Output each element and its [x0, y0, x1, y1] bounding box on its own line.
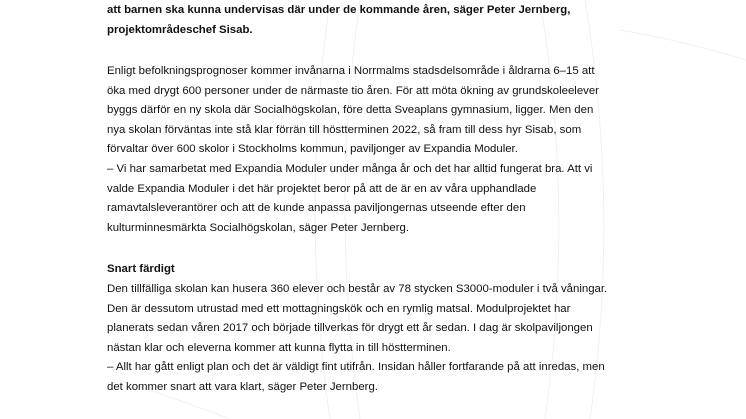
- text-line: valde Expandia Moduler i det här projektet beror på att de är en av våra upphandlade: [107, 182, 537, 195]
- text-line: nya skolan förväntas inte stå klar förrän till höstterminen 2022, så fram till dess hyr Sisab, som: [107, 123, 582, 136]
- body-paragraph-population: [107, 62, 667, 160]
- quote-paragraph-collaboration: [107, 160, 667, 238]
- text-line: Den tillfälliga skolan kan husera 360 elever och består av 78 stycken S3000-moduler i två våningar.: [107, 283, 608, 295]
- text-line: nästan klar och eleverna kommer att kunna flytta in till höstterminen.: [107, 341, 451, 354]
- section-subheading: Snart färdigt: [107, 263, 175, 275]
- text-line: – Allt har gått enligt plan och det är väldigt fint utifrån. Insidan håller fortfarande på att inredas, men: [107, 361, 605, 373]
- quote-paragraph-progress: [107, 358, 667, 397]
- text-line: byggs därför en ny skola där Socialhögskolan, före detta Sveaplans gymnasium, ligger. Men den: [107, 104, 594, 117]
- text-line: – Vi har samarbetat med Expandia Moduler under många år och det har alltid fungerat bra. Att vi: [107, 163, 593, 175]
- text-line: öka med drygt 600 personer under de närmaste tio åren. För att möta ökning av grundskoleelever: [107, 84, 599, 97]
- body-paragraph-school: [107, 280, 667, 358]
- text-line: planerats sedan våren 2017 och började tillverkas för drygt ett år sedan. I dag är skolpaviljongen: [107, 322, 593, 335]
- text-line: Den är dessutom utrustad med ett mottagningskök och en rymlig matsal. Modulprojektet har: [107, 302, 571, 315]
- lead-line: projektområdeschef Sisab.: [107, 23, 253, 36]
- text-line: kulturminnesmärkta Socialhögskolan, säger Peter Jernberg.: [107, 221, 410, 234]
- lead-line: att barnen ska kunna undervisas där under de kommande åren, säger Peter Jernberg,: [107, 4, 571, 16]
- text-line: förvaltar över 600 skolor i Stockholms kommun, paviljonger av Expandia Moduler.: [107, 143, 518, 156]
- text-line: det kommer snart att vara klart, säger Peter Jernberg.: [107, 380, 378, 393]
- text-line: Enligt befolkningsprognoser kommer invånarna i Norrmalms stadsdelsområde i åldrarna 6–15 att: [107, 65, 595, 77]
- text-line: ramavtalsleverantörer och att de kunde anpassa paviljongernas utseende efter den: [107, 202, 526, 215]
- lead-paragraph: [107, 1, 667, 40]
